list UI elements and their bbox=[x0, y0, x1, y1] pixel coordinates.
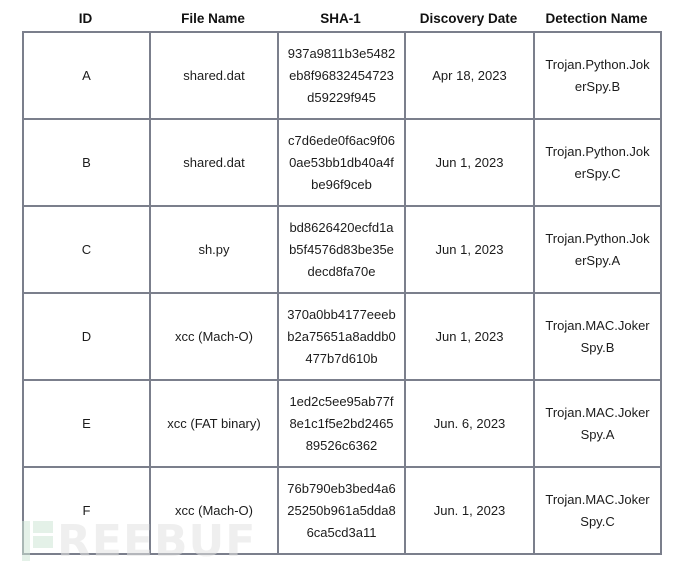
sha1-line: decd8fa70e bbox=[307, 263, 376, 279]
cell-file-name: xcc (Mach-O) bbox=[150, 293, 278, 380]
cell-sha1 bbox=[278, 467, 405, 554]
cell-discovery-date: Jun. 6, 2023 bbox=[405, 380, 534, 467]
detection-line: Spy.B bbox=[580, 339, 615, 355]
cell-detection-name bbox=[534, 293, 661, 380]
sha1-line: 89526c6362 bbox=[305, 437, 378, 453]
cell-id: C bbox=[23, 206, 150, 293]
detection-line: Trojan.Python.Jok bbox=[545, 230, 650, 246]
cell-file-name: shared.dat bbox=[150, 32, 278, 119]
detection-line: erSpy.B bbox=[574, 78, 621, 94]
cell-id: B bbox=[23, 119, 150, 206]
header-id: ID bbox=[78, 11, 93, 26]
sha1-line: 6ca5cd3a11 bbox=[306, 524, 377, 540]
sha1-line: bd8626420ecfd1a bbox=[289, 219, 394, 235]
header-sha1: SHA-1 bbox=[320, 11, 361, 26]
cell-discovery-date: Jun 1, 2023 bbox=[405, 206, 534, 293]
sha1-line: 0ae53bb1db40a4f bbox=[289, 154, 394, 170]
table-row bbox=[23, 206, 661, 293]
cell-sha1 bbox=[278, 293, 405, 380]
cell-id: A bbox=[23, 32, 150, 119]
sha1-line: 76b790eb3bed4a6 bbox=[287, 480, 396, 496]
detection-line: Trojan.Python.Jok bbox=[545, 143, 650, 159]
cell-id: D bbox=[23, 293, 150, 380]
header-detection-name: Detection Name bbox=[545, 11, 648, 26]
table-row bbox=[23, 380, 661, 467]
sha1-line: d59229f945 bbox=[307, 89, 376, 105]
detection-line: Spy.C bbox=[580, 513, 615, 529]
malware-samples-table bbox=[22, 31, 662, 555]
detection-line: Trojan.MAC.Joker bbox=[545, 404, 650, 420]
cell-file-name: xcc (FAT binary) bbox=[150, 380, 278, 467]
cell-detection-name bbox=[534, 119, 661, 206]
cell-detection-name bbox=[534, 32, 661, 119]
table-header-row bbox=[22, 0, 660, 31]
cell-discovery-date: Jun 1, 2023 bbox=[405, 119, 534, 206]
cell-discovery-date: Apr 18, 2023 bbox=[405, 32, 534, 119]
cell-sha1 bbox=[278, 119, 405, 206]
detection-line: Trojan.MAC.Joker bbox=[545, 317, 650, 333]
table-row bbox=[23, 32, 661, 119]
cell-detection-name bbox=[534, 467, 661, 554]
sha1-line: eb8f96832454723 bbox=[289, 67, 394, 83]
cell-id: E bbox=[23, 380, 150, 467]
detection-line: Spy.A bbox=[580, 426, 615, 442]
sha1-line: 1ed2c5ee95ab77f bbox=[289, 393, 394, 409]
sha1-line: b5f4576d83be35e bbox=[289, 241, 394, 257]
detection-line: erSpy.A bbox=[574, 252, 621, 268]
header-discovery-date: Discovery Date bbox=[419, 11, 518, 26]
sha1-line: 370a0bb4177eeeb bbox=[287, 306, 396, 322]
cell-file-name: sh.py bbox=[150, 206, 278, 293]
cell-sha1 bbox=[278, 380, 405, 467]
sha1-line: 8e1c1f5e2bd2465 bbox=[289, 415, 394, 431]
cell-detection-name bbox=[534, 206, 661, 293]
cell-id: F bbox=[23, 467, 150, 554]
table-row bbox=[23, 293, 661, 380]
sha1-line: be96f9ceb bbox=[311, 176, 372, 192]
cell-discovery-date: Jun. 1, 2023 bbox=[405, 467, 534, 554]
cell-sha1 bbox=[278, 32, 405, 119]
sha1-line: 477b7d610b bbox=[305, 350, 378, 366]
cell-sha1 bbox=[278, 206, 405, 293]
cell-file-name: xcc (Mach-O) bbox=[150, 467, 278, 554]
sha1-line: b2a75651a8addb0 bbox=[287, 328, 396, 344]
detection-line: Trojan.MAC.Joker bbox=[545, 491, 650, 507]
table-row bbox=[23, 467, 661, 554]
cell-detection-name bbox=[534, 380, 661, 467]
watermark-text: REEBUF bbox=[57, 516, 257, 567]
sha1-line: 25250b961a5dda8 bbox=[287, 502, 396, 518]
sha1-line: 937a9811b3e5482 bbox=[287, 45, 396, 61]
detection-line: Trojan.Python.Jok bbox=[545, 56, 650, 72]
table-row bbox=[23, 119, 661, 206]
cell-file-name: shared.dat bbox=[150, 119, 278, 206]
cell-discovery-date: Jun 1, 2023 bbox=[405, 293, 534, 380]
sha1-line: c7d6ede0f6ac9f06 bbox=[288, 132, 395, 148]
header-file-name: File Name bbox=[181, 11, 245, 26]
detection-line: erSpy.C bbox=[574, 165, 621, 181]
